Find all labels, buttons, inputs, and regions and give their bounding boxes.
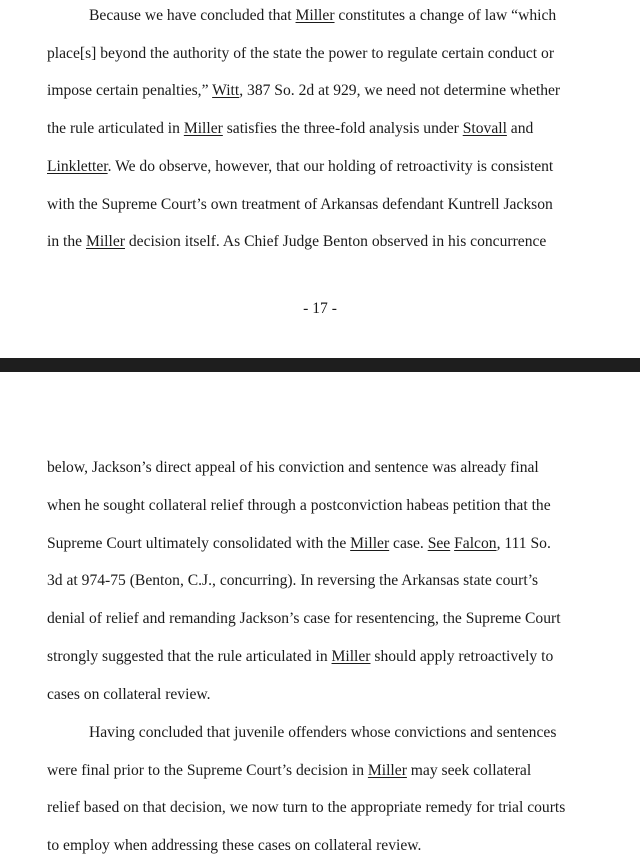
case-citation: Miller <box>367 762 407 779</box>
paragraph-line: to employ when addressing these cases on collateral review. <box>47 837 422 854</box>
paragraph-line: relief based on that decision, we now turn to the appropriate remedy for trial courts <box>47 799 566 816</box>
paragraph-line: in the Miller decision itself. As Chief Judge Benton observed in his concurrence <box>47 233 547 250</box>
paragraph-line: 3d at 974-75 (Benton, C.J., concurring). In reversing the Arkansas state court’s <box>47 572 539 589</box>
paragraph-line: place[s] beyond the authority of the state the power to regulate certain conduct or <box>47 45 555 62</box>
page-18 <box>0 372 640 859</box>
case-citation: Miller <box>350 535 390 552</box>
case-citation: Witt <box>212 82 240 99</box>
paragraph-line: impose certain penalties,” Witt, 387 So. 2d at 929, we need not determine whether <box>47 82 561 99</box>
paragraph-line: when he sought collateral relief through a postconviction habeas petition that the <box>47 497 551 514</box>
case-citation: Falcon <box>454 535 497 552</box>
page-17 <box>0 0 640 358</box>
case-citation: Miller <box>331 648 371 665</box>
case-citation: Miller <box>85 233 125 250</box>
paragraph-line: Linkletter. We do observe, however, that our holding of retroactivity is consistent <box>47 158 554 175</box>
paragraph-line: with the Supreme Court’s own treatment of Arkansas defendant Kuntrell Jackson <box>47 196 553 213</box>
page-number: - 17 - <box>303 300 337 317</box>
case-citation: Linkletter <box>47 158 108 175</box>
paragraph-line: the rule articulated in Miller satisfies the three-fold analysis under Stovall and <box>47 120 534 137</box>
page-divider <box>0 358 640 372</box>
paragraph-line: Supreme Court ultimately consolidated with the Miller case. See Falcon, 111 So. <box>47 535 551 552</box>
paragraph-line: denial of relief and remanding Jackson’s case for resentencing, the Supreme Court <box>47 610 561 627</box>
paragraph-line: below, Jackson’s direct appeal of his conviction and sentence was already final <box>47 459 539 476</box>
paragraph-line: Because we have concluded that Miller constitutes a change of law “which <box>89 7 557 24</box>
case-citation: Miller <box>183 120 223 137</box>
case-citation: Stovall <box>462 120 507 137</box>
case-citation: Miller <box>295 7 335 24</box>
paragraph-line: cases on collateral review. <box>47 686 211 703</box>
paragraph-line: were final prior to the Supreme Court’s decision in Miller may seek collateral <box>47 762 532 779</box>
signal-word: See <box>427 535 451 552</box>
paragraph-line: Having concluded that juvenile offenders whose convictions and sentences <box>89 724 557 741</box>
paragraph-line: strongly suggested that the rule articulated in Miller should apply retroactively to <box>47 648 554 665</box>
